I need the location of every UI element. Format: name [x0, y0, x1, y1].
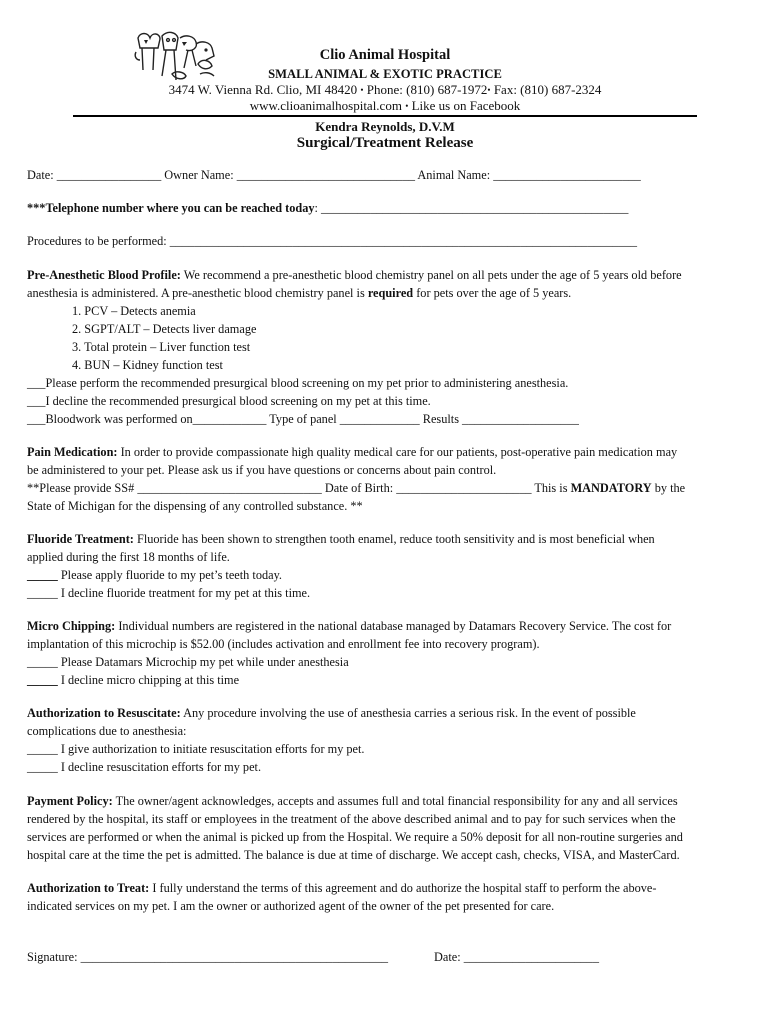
- fluoride-heading: Fluoride Treatment:: [27, 532, 134, 546]
- microchip-option[interactable]: _____ Please Datamars Microchip my pet while under anesthesia: [27, 655, 349, 669]
- microchip-text: Individual numbers are registered in the national database managed by Datamars Recovery Service. The cost for: [115, 619, 672, 633]
- mandatory-emphasis: MANDATORY: [570, 481, 652, 495]
- signature-field[interactable]: Signature: __________________________________________________: [27, 950, 389, 964]
- option-blank[interactable]: _____: [27, 568, 58, 582]
- phone: Phone: (810) 687-1972: [366, 82, 488, 97]
- ss-dob-fields[interactable]: **Please provide SS# ______________________________ Date of Birth: ______________________ This is: [27, 481, 571, 495]
- bloodwork-decline-option[interactable]: ___I decline the recommended presurgical blood screening on my pet at this time.: [27, 394, 431, 408]
- required-emphasis: required: [367, 286, 414, 300]
- bullet-separator: •: [487, 85, 491, 95]
- hospital-name: Clio Animal Hospital: [319, 47, 451, 63]
- pain-medication-text: be administered to your pet. Please ask us if you have questions or concerns about pain control.: [27, 463, 497, 477]
- telephone-field[interactable]: : __________________________________________________: [314, 201, 629, 215]
- payment-text: services are performed or when the animal is picked up from the Hospital. We require a 50% deposit for all non-routine surgeries and: [27, 830, 683, 844]
- pain-medication-text: by the: [651, 481, 686, 495]
- option-label: Please apply fluoride to my pet’s teeth today.: [57, 568, 282, 582]
- treat-section: [27, 879, 747, 915]
- payment-section: [27, 792, 747, 864]
- pain-medication-heading: Pain Medication:: [27, 445, 118, 459]
- procedures-field[interactable]: Procedures to be performed: ____________________________________________________________________________: [27, 234, 638, 248]
- list-item: 4. BUN – Kidney function test: [72, 358, 223, 372]
- facebook-text: Like us on Facebook: [411, 98, 521, 113]
- practice-type: SMALL ANIMAL & EXOTIC PRACTICE: [268, 67, 502, 81]
- microchip-heading: Micro Chipping:: [27, 619, 116, 633]
- pain-medication-text: In order to provide compassionate high quality medical care for our patients, post-operative pain medication may: [117, 445, 678, 459]
- doctor-name: Kendra Reynolds, D.V.M: [315, 119, 455, 134]
- bullet-separator: •: [360, 85, 364, 95]
- pain-medication-section: [27, 443, 747, 515]
- website: www.clioanimalhospital.com: [249, 98, 402, 113]
- fluoride-apply-option[interactable]: [27, 566, 747, 584]
- microchip-text: implantation of this microchip is $52.00 (includes activation and enrollment fee into recovery program).: [27, 637, 540, 651]
- resuscitate-heading: Authorization to Resuscitate:: [27, 706, 181, 720]
- option-label: I decline micro chipping at this time: [57, 673, 240, 687]
- payment-text: hospital care at the time the pet is admitted. The balance is due at time of discharge. We accept cash, checks, VISA, and MasterCard.: [27, 848, 680, 862]
- pre-anesthetic-text: anesthesia is administered. A pre-anesthetic blood chemistry panel is: [27, 286, 368, 300]
- fluoride-text: applied during the first 18 months of life.: [27, 550, 230, 564]
- resuscitate-decline-option[interactable]: _____ I decline resuscitation efforts for my pet.: [27, 760, 262, 774]
- date-owner-animal-fields[interactable]: Date: _________________ Owner Name: _____________________________ Animal Name: ________________________: [27, 168, 641, 182]
- list-item: 2. SGPT/ALT – Detects liver damage: [72, 322, 257, 336]
- fax: Fax: (810) 687-2324: [493, 82, 602, 97]
- telephone-label: ***Telephone number where you can be reached today: [27, 201, 315, 215]
- telephone-row[interactable]: [27, 199, 747, 217]
- microchip-decline-option[interactable]: [27, 671, 747, 689]
- bloodwork-perform-option[interactable]: ___Please perform the recommended presurgical blood screening on my pet prior to administering anesthesia.: [27, 376, 569, 390]
- address: 3474 W. Vienna Rd. Clio, MI 48420: [168, 82, 358, 97]
- pre-anesthetic-text: for pets over the age of 5 years.: [413, 286, 572, 300]
- fluoride-text: Fluoride has been shown to strengthen tooth enamel, reduce tooth sensitivity and is most beneficial when: [133, 532, 655, 546]
- treat-text: indicated services on my pet. I am the owner or authorized agent of the owner of the pet presented for care.: [27, 899, 555, 913]
- resuscitate-text: complications due to anesthesia:: [27, 724, 187, 738]
- treat-text: I fully understand the terms of this agreement and do authorize the hospital staff to perform the above-: [149, 881, 657, 895]
- header-divider: [73, 115, 697, 117]
- bullet-separator: •: [405, 101, 409, 111]
- bloodwork-performed-option[interactable]: ___Bloodwork was performed on____________ Type of panel _____________ Results ___________________: [27, 412, 579, 426]
- pre-anesthetic-heading: Pre-Anesthetic Blood Profile:: [27, 268, 181, 282]
- payment-text: rendered by the hospital, its staff or employees in the treatment of the above described animal and to pay for such services when the: [27, 812, 676, 826]
- fluoride-decline-option[interactable]: _____ I decline fluoride treatment for my pet at this time.: [27, 586, 311, 600]
- list-item: 1. PCV – Detects anemia: [72, 304, 196, 318]
- resuscitate-give-option[interactable]: _____ I give authorization to initiate resuscitation efforts for my pet.: [27, 742, 365, 756]
- fluoride-section: [27, 530, 747, 602]
- pain-medication-text: State of Michigan for the dispensing of any controlled substance. **: [27, 499, 363, 513]
- resuscitate-text: Any procedure involving the use of anesthesia carries a serious risk. In the event of possible: [180, 706, 636, 720]
- resuscitate-section: [27, 704, 747, 776]
- procedures-row[interactable]: [27, 232, 747, 250]
- list-item: 3. Total protein – Liver function test: [72, 340, 251, 354]
- microchip-section: [27, 617, 747, 689]
- date-owner-animal-row[interactable]: [27, 166, 747, 184]
- pre-anesthetic-section: [27, 266, 747, 428]
- signature-date-field[interactable]: Date: ______________________: [434, 950, 599, 964]
- treat-heading: Authorization to Treat:: [27, 881, 150, 895]
- form-title: Surgical/Treatment Release: [296, 135, 474, 151]
- option-blank[interactable]: _____: [27, 673, 58, 687]
- web-line: [0, 97, 770, 116]
- payment-text: The owner/agent acknowledges, accepts and assumes full and total financial responsibility for any and all services: [112, 794, 678, 808]
- pre-anesthetic-text: We recommend a pre-anesthetic blood chemistry panel on all pets under the age of 5 years old before: [180, 268, 682, 282]
- payment-heading: Payment Policy:: [27, 794, 113, 808]
